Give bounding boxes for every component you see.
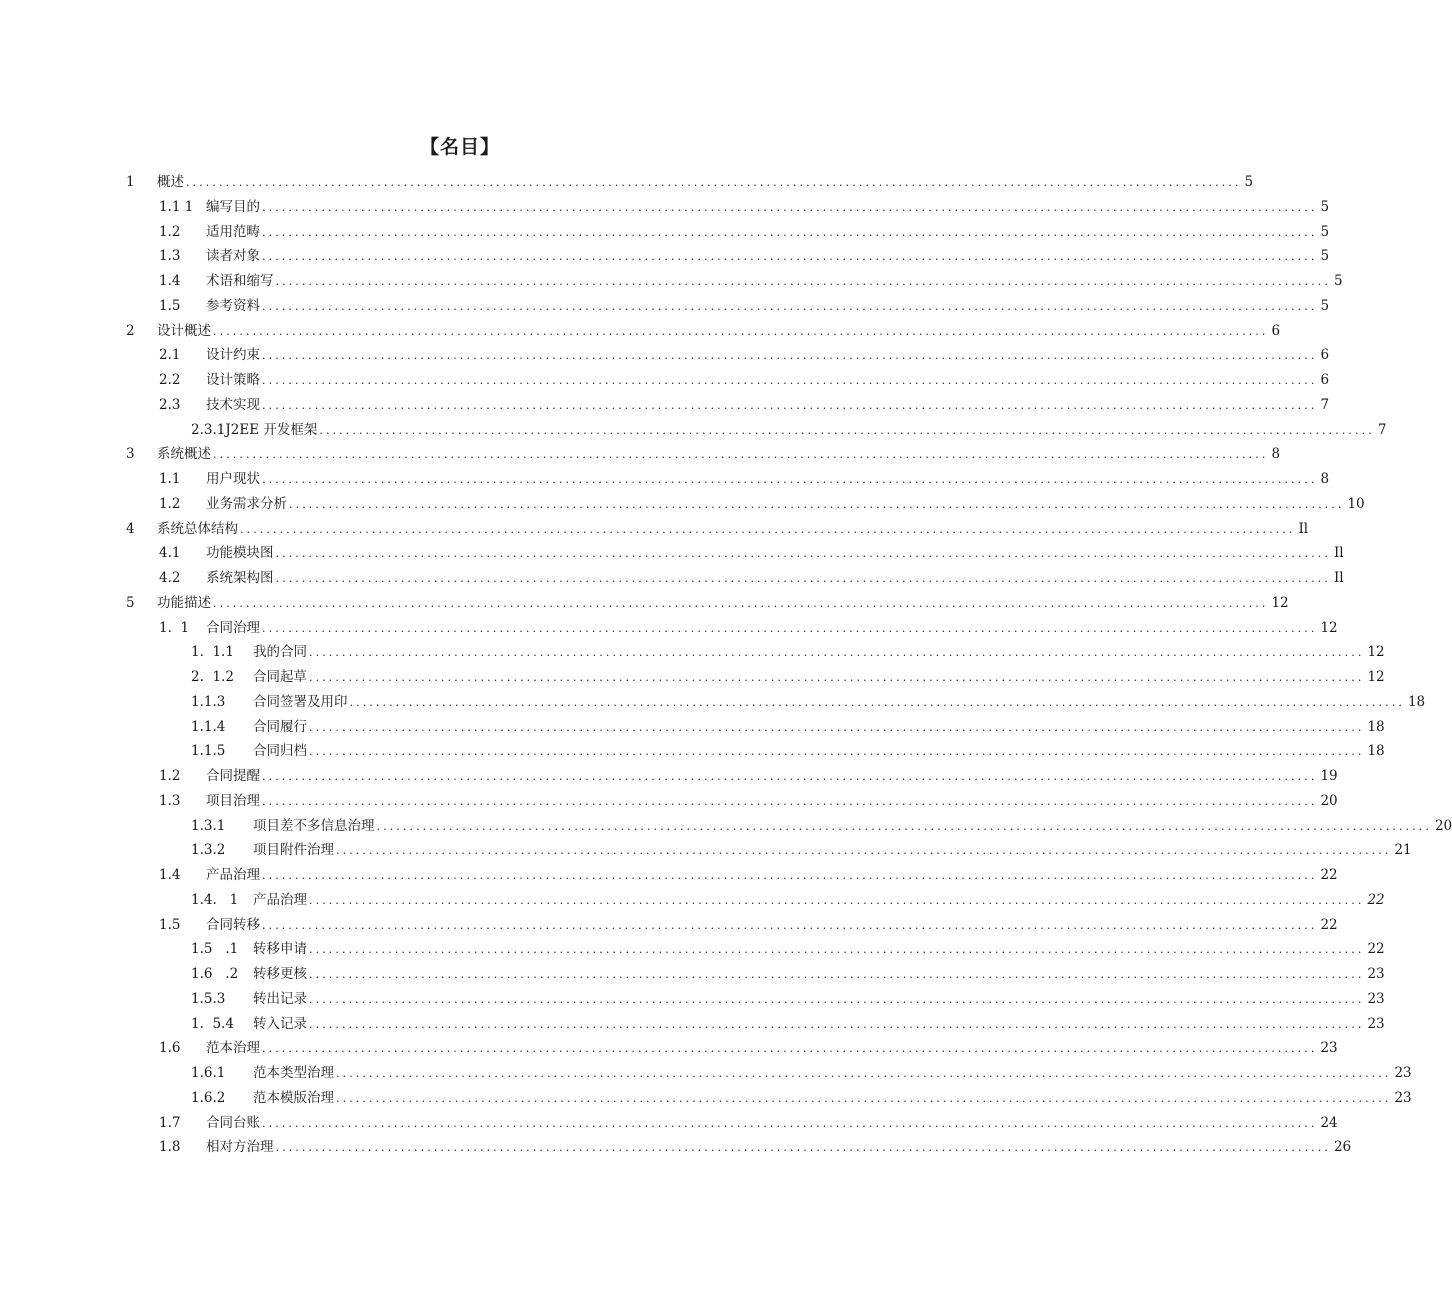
toc-list (0, 170, 1452, 1160)
toc-title: 【名目】 (419, 136, 500, 158)
toc-entry[interactable] (0, 393, 1330, 418)
toc-entry-line (253, 1061, 1412, 1087)
toc-entry-label: 用户现状 (206, 471, 260, 487)
dot-leader: ................................................................................................................................................................ (309, 1017, 1365, 1031)
dot-leader: ................................................................................................................................................................ (262, 225, 1318, 239)
dot-leader: ................................................................................................................................................................ (213, 448, 1269, 462)
toc-entry-line (253, 739, 1385, 765)
toc-entry-number: 1.6.1 (191, 1065, 226, 1081)
toc-entry[interactable] (0, 492, 1365, 517)
toc-entry-number: 4.2 (159, 570, 181, 586)
dot-leader: ................................................................................................................................................................ (240, 522, 1296, 536)
toc-entry-number: 5 (126, 594, 135, 611)
toc-entry-label: 编写目的 (206, 198, 260, 215)
toc-entry-label: 范本模版治理 (253, 1089, 334, 1106)
toc-entry-line (253, 888, 1385, 914)
toc-entry-label: 产品治理 (253, 891, 307, 908)
toc-entry[interactable] (0, 541, 1344, 566)
toc-entry-line (206, 541, 1344, 567)
toc-entry-line (206, 789, 1338, 815)
toc-entry-line (206, 195, 1330, 221)
toc-entry-number: 1.5 (159, 916, 181, 933)
dot-leader: ................................................................................................................................................................ (309, 720, 1365, 734)
toc-entry-label: 设计约束 (206, 347, 260, 364)
toc-entry[interactable] (0, 517, 1309, 542)
toc-entry-label: 转入记录 (253, 1015, 307, 1032)
toc-entry-line (206, 616, 1338, 642)
toc-entry[interactable] (0, 442, 1281, 467)
toc-entry-label: 2.3.1J2EE 开发框架 (191, 421, 318, 438)
toc-entry-page: 5 (1320, 248, 1330, 265)
dot-leader: ................................................................................................................................................................ (309, 646, 1365, 660)
toc-entry-label: 合同提醒 (206, 768, 260, 784)
toc-entry[interactable] (0, 863, 1338, 888)
toc-entry-page: 10 (1347, 495, 1365, 512)
toc-entry[interactable] (0, 368, 1330, 393)
toc-entry-number: 1.3.1 (191, 817, 226, 834)
toc-entry-label: 适用范畴 (206, 223, 260, 240)
toc-entry-line (253, 715, 1385, 741)
dot-leader: ................................................................................................................................................................ (262, 250, 1318, 264)
toc-entry-label: 范本治理 (206, 1040, 260, 1057)
toc-entry-number: 1. 5.4 (191, 1015, 234, 1032)
toc-entry-line (206, 1036, 1338, 1062)
toc-entry-label: 设计概述 (157, 322, 211, 339)
toc-entry-number: 1.4 (159, 867, 181, 883)
toc-entry-line (206, 393, 1330, 419)
toc-entry[interactable] (0, 1086, 1412, 1111)
toc-entry[interactable] (0, 294, 1330, 319)
toc-entry-number: 3 (126, 446, 135, 463)
toc-entry-page: 7 (1377, 421, 1387, 438)
toc-entry-number: 1.4. 1 (191, 891, 239, 908)
toc-entry-line (157, 591, 1289, 617)
toc-entry-line (253, 640, 1385, 666)
toc-entry[interactable] (0, 715, 1385, 740)
toc-entry-label: 术语和缩写 (206, 273, 274, 289)
dot-leader: ................................................................................................................................................................ (262, 299, 1318, 313)
toc-entry-number: 2.1 (159, 347, 181, 364)
toc-entry-number: 1.3 (159, 248, 181, 265)
toc-entry-page: 5 (1320, 297, 1330, 314)
dot-leader: ................................................................................................................................................................ (275, 275, 1331, 288)
toc-entry-label: 合同治理 (206, 619, 260, 636)
toc-entry[interactable] (0, 640, 1385, 665)
toc-entry[interactable] (0, 1061, 1412, 1086)
toc-entry-page: 23 (1320, 1040, 1338, 1057)
toc-entry-page: 20 (1434, 817, 1452, 834)
toc-entry-page: Il (1333, 545, 1344, 562)
toc-entry-line (206, 764, 1338, 790)
toc-entry-label: 功能模块图 (206, 545, 274, 562)
dot-leader: ................................................................................................................................................................ (309, 992, 1365, 1006)
toc-entry-line (206, 913, 1338, 939)
toc-entry-line (206, 244, 1330, 270)
toc-entry-number: 1.3 (159, 792, 181, 809)
toc-entry-number: 1. 1 (159, 619, 190, 636)
toc-entry-label: 系统架构图 (206, 570, 274, 586)
toc-entry[interactable] (0, 789, 1338, 814)
toc-entry-line (253, 1012, 1385, 1038)
toc-entry[interactable] (0, 591, 1289, 616)
dot-leader: ................................................................................................................................................................ (186, 176, 1242, 189)
toc-entry-page: Il (1298, 520, 1309, 537)
dot-leader: ................................................................................................................................................................ (336, 1091, 1392, 1105)
dot-leader: ................................................................................................................................................................ (262, 1042, 1318, 1056)
toc-entry[interactable] (0, 1111, 1338, 1136)
toc-entry-number: 1.1.5 (191, 743, 226, 760)
dot-leader: ................................................................................................................................................................ (213, 596, 1269, 610)
toc-entry-page: 19 (1320, 768, 1338, 784)
toc-entry-number: 2.3 (159, 396, 181, 413)
toc-entry-label: 技术实现 (206, 396, 260, 413)
toc-entry-label: 项目差不多信息治理 (253, 817, 375, 834)
toc-entry-label: 系统概述 (157, 446, 211, 463)
toc-entry-number: 1.4 (159, 273, 181, 289)
toc-entry-number: 1.2 (159, 768, 181, 784)
toc-entry-number: 4.1 (159, 545, 181, 562)
toc-entry[interactable] (0, 764, 1338, 789)
toc-entry-page: 22 (1367, 891, 1385, 908)
toc-entry-page: 22 (1320, 916, 1338, 933)
toc-entry[interactable] (0, 616, 1338, 641)
toc-entry-page: 12 (1367, 644, 1385, 661)
dot-leader: ................................................................................................................................................................ (262, 794, 1318, 808)
toc-entry-page: 8 (1271, 446, 1281, 463)
toc-entry-label: 合同台账 (206, 1114, 260, 1131)
dot-leader: ................................................................................................................................................................ (275, 572, 1331, 585)
dot-leader: ................................................................................................................................................................ (309, 745, 1365, 759)
toc-entry-label: 转移更核 (253, 966, 307, 982)
toc-entry[interactable] (0, 739, 1385, 764)
dot-leader: ................................................................................................................................................................ (262, 621, 1318, 635)
toc-entry-number: 1.1 (159, 471, 181, 487)
toc-entry-line (253, 814, 1452, 840)
toc-entry-label: 转出记录 (253, 990, 307, 1007)
toc-entry-line (253, 987, 1385, 1013)
toc-entry-line (206, 863, 1338, 889)
toc-entry[interactable] (0, 566, 1344, 591)
toc-entry-page: 22 (1320, 867, 1338, 883)
toc-entry-label: 产品治理 (206, 867, 260, 883)
toc-entry-line (206, 566, 1344, 592)
toc-entry-line (253, 937, 1385, 963)
toc-entry-page: 23 (1367, 966, 1385, 982)
toc-entry-number: 1.2 (159, 495, 181, 512)
toc-entry-line (191, 418, 1387, 444)
toc-entry-label: 范本类型治理 (253, 1065, 334, 1081)
toc-entry-label: 业务需求分析 (206, 495, 287, 512)
toc-entry[interactable] (0, 690, 1426, 715)
toc-entry[interactable] (0, 467, 1330, 492)
toc-entry-page: 23 (1394, 1089, 1412, 1106)
toc-entry-label: 合同起草 (253, 669, 307, 685)
toc-entry-page: 5 (1333, 273, 1343, 289)
toc-entry-label: 项目治理 (206, 792, 260, 809)
toc-entry-number: 1.1.4 (191, 718, 226, 735)
dot-leader: ................................................................................................................................................................ (262, 473, 1318, 486)
toc-entry-number: 1.8 (159, 1139, 181, 1156)
toc-entry[interactable] (0, 195, 1330, 220)
toc-entry-label: 功能描述 (157, 594, 211, 611)
dot-leader: ................................................................................................................................................................ (275, 547, 1331, 561)
toc-entry-page: 12 (1271, 594, 1289, 611)
toc-entry-line (253, 690, 1426, 716)
toc-entry[interactable] (0, 244, 1330, 269)
toc-entry-number: 1.5.3 (191, 990, 226, 1007)
toc-entry-page: 6 (1271, 322, 1281, 339)
dot-leader: ................................................................................................................................................................ (262, 869, 1318, 882)
toc-entry-page: 18 (1367, 718, 1385, 735)
toc-entry[interactable] (0, 1036, 1338, 1061)
toc-entry-page: 22 (1367, 941, 1385, 958)
toc-entry-number: 1 (126, 174, 135, 190)
toc-entry[interactable] (0, 220, 1330, 245)
toc-entry-number: 1.6 .2 (191, 966, 239, 982)
toc-entry-number: 1.5 (159, 297, 181, 314)
dot-leader: ................................................................................................................................................................ (309, 968, 1365, 981)
toc-entry-number: 2.2 (159, 372, 181, 388)
toc-entry-label: 合同签署及用印 (253, 693, 348, 710)
dot-leader: ................................................................................................................................................................ (319, 423, 1375, 437)
toc-entry-line (157, 517, 1309, 543)
dot-leader: ................................................................................................................................................................ (262, 1116, 1318, 1130)
toc-entry-number: 2. 1.2 (191, 669, 234, 685)
dot-leader: ................................................................................................................................................................ (336, 844, 1392, 858)
dot-leader: ................................................................................................................................................................ (262, 398, 1318, 412)
toc-entry-line (253, 665, 1385, 691)
toc-entry[interactable] (0, 1012, 1385, 1037)
toc-entry-number: 1.6.2 (191, 1089, 226, 1106)
toc-entry-page: 8 (1320, 471, 1330, 487)
dot-leader: ................................................................................................................................................................ (262, 349, 1318, 363)
toc-entry-page: 23 (1394, 1065, 1412, 1081)
toc-entry[interactable] (0, 269, 1343, 294)
toc-entry-page: 5 (1320, 223, 1330, 240)
toc-entry-line (206, 343, 1330, 369)
toc-entry-page: Il (1333, 570, 1344, 586)
toc-entry[interactable] (0, 319, 1281, 344)
dot-leader: ................................................................................................................................................................ (309, 943, 1365, 957)
toc-entry-page: 26 (1333, 1139, 1352, 1156)
toc-entry-label: 我的合同 (253, 644, 307, 661)
toc-entry-page: 7 (1320, 396, 1330, 413)
toc-entry-number: 1.5 .1 (191, 941, 239, 958)
toc-entry-number: 1.6 (159, 1040, 181, 1057)
toc-entry-number: 1.7 (159, 1114, 181, 1131)
toc-entry-label: 项目附件治理 (253, 842, 334, 859)
toc-entry-line (206, 1111, 1338, 1137)
toc-entry-label: 系统总体结构 (157, 520, 238, 537)
toc-entry[interactable] (0, 814, 1452, 839)
dot-leader: ................................................................................................................................................................ (262, 374, 1318, 387)
toc-entry-label: 转移申请 (253, 941, 307, 958)
toc-entry-number: 2 (126, 322, 135, 339)
dot-leader: ................................................................................................................................................................ (213, 324, 1269, 338)
toc-entry-line (157, 442, 1281, 468)
toc-entry-line (253, 838, 1412, 864)
toc-entry-label: 概述 (157, 174, 184, 190)
toc-entry-number: 1. 1.1 (191, 644, 234, 661)
toc-entry-line (206, 467, 1330, 493)
toc-entry-line (253, 962, 1385, 988)
toc-entry-page: 20 (1320, 792, 1338, 809)
toc-entry-label: 合同转移 (206, 916, 260, 933)
toc-entry-page: 21 (1394, 842, 1412, 859)
toc-entry-label: 参考资料 (206, 297, 260, 314)
dot-leader: ................................................................................................................................................................ (349, 695, 1405, 709)
toc-entry-label: 设计策略 (206, 372, 260, 388)
toc-entry-page: 12 (1320, 619, 1338, 636)
toc-entry[interactable] (0, 913, 1338, 938)
toc-entry-label: 相对方治理 (206, 1139, 274, 1156)
toc-entry[interactable] (0, 937, 1385, 962)
toc-entry-number: 1.2 (159, 223, 181, 240)
toc-entry[interactable] (0, 987, 1385, 1012)
dot-leader: ................................................................................................................................................................ (336, 1067, 1392, 1080)
toc-entry-page: 5 (1244, 174, 1254, 190)
toc-entry-page: 23 (1367, 1015, 1385, 1032)
dot-leader: ................................................................................................................................................................ (376, 819, 1432, 833)
toc-entry[interactable] (0, 418, 1387, 443)
toc-entry-line (206, 220, 1330, 246)
toc-entry-line (157, 170, 1254, 196)
toc-entry[interactable] (0, 343, 1330, 368)
toc-entry[interactable] (0, 665, 1385, 690)
toc-entry-label: 合同履行 (253, 718, 307, 735)
dot-leader: ................................................................................................................................................................ (262, 200, 1318, 214)
toc-entry-line (157, 319, 1281, 345)
toc-entry-label: 合同归档 (253, 743, 307, 760)
dot-leader: ................................................................................................................................................................ (289, 497, 1345, 511)
toc-entry-page: 18 (1367, 743, 1385, 760)
toc-entry-number: 1.1 1 (159, 198, 194, 215)
dot-leader: ................................................................................................................................................................ (309, 893, 1365, 907)
toc-entry[interactable] (0, 1135, 1352, 1160)
toc-entry-page: 5 (1320, 198, 1330, 215)
toc-entry-number: 1.3.2 (191, 842, 226, 859)
dot-leader: ................................................................................................................................................................ (309, 671, 1365, 684)
toc-entry-line (253, 1086, 1412, 1112)
toc-entry[interactable] (0, 888, 1385, 913)
toc-entry-page: 6 (1320, 347, 1330, 364)
toc-entry-line (206, 1135, 1352, 1161)
toc-entry-page: 23 (1367, 990, 1385, 1007)
toc-entry-page: 12 (1367, 669, 1385, 685)
toc-entry-line (206, 294, 1330, 320)
dot-leader: ................................................................................................................................................................ (262, 918, 1318, 932)
toc-entry-number: 4 (126, 520, 135, 537)
toc-entry[interactable] (0, 170, 1254, 195)
dot-leader: ................................................................................................................................................................ (275, 1141, 1331, 1155)
toc-entry-page: 18 (1407, 693, 1426, 710)
toc-entry[interactable] (0, 838, 1412, 863)
toc-entry-number: 1.1.3 (191, 693, 226, 710)
toc-entry-label: 读者对象 (206, 248, 260, 265)
toc-entry[interactable] (0, 962, 1385, 987)
toc-entry-line (206, 492, 1365, 518)
toc-entry-line (206, 269, 1343, 295)
toc-entry-line (206, 368, 1330, 394)
toc-entry-page: 24 (1320, 1114, 1338, 1131)
dot-leader: ................................................................................................................................................................ (262, 770, 1318, 783)
toc-entry-page: 6 (1320, 372, 1330, 388)
